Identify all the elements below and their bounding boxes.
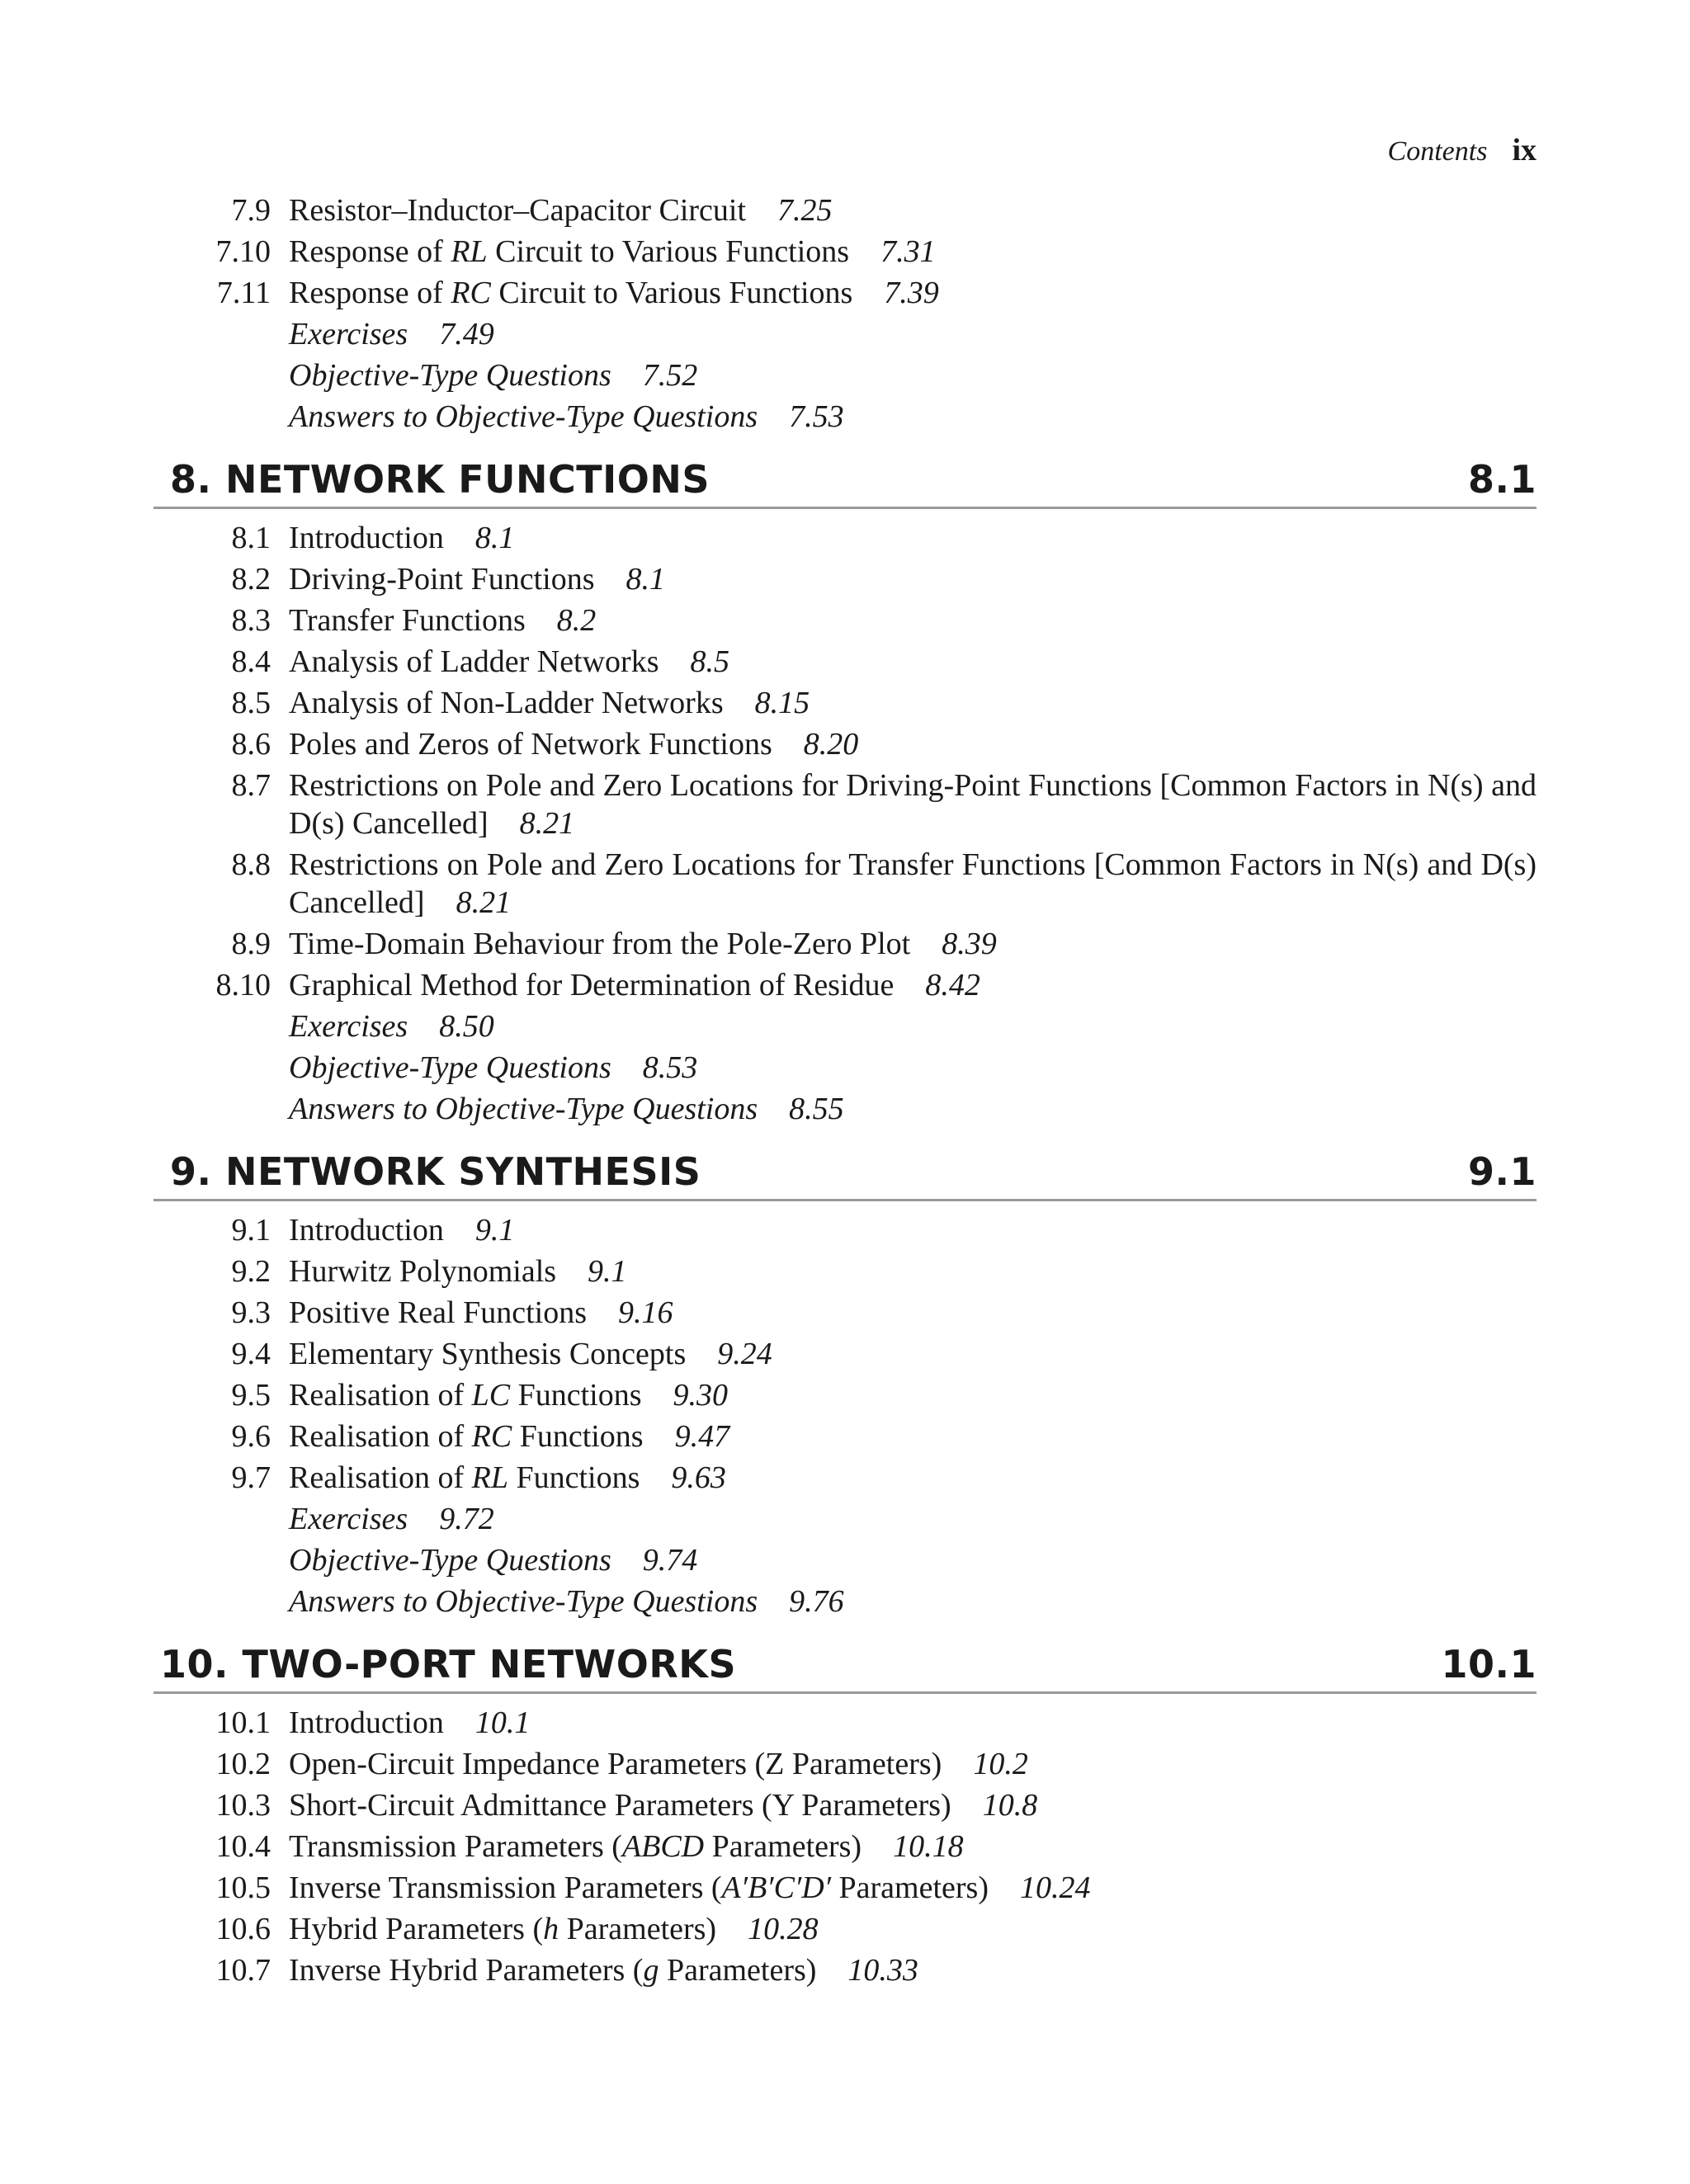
- section-number: 8.7: [231, 768, 271, 803]
- toc-entry[interactable]: [153, 1294, 1537, 1332]
- section-page: 8.1: [625, 562, 666, 597]
- section-page: 7.52: [642, 358, 698, 393]
- toc-entry[interactable]: [153, 1335, 1537, 1373]
- section-page: 10.28: [748, 1912, 819, 1946]
- section-page: 8.2: [556, 603, 597, 638]
- section-title: Answers to Objective-Type Questions 7.53: [289, 399, 844, 434]
- page-number: ix: [1512, 133, 1537, 167]
- toc-entry[interactable]: [153, 643, 1537, 681]
- section-number: 9.4: [231, 1337, 271, 1371]
- section-title: Inverse Transmission Parameters (A′B′C′D′ Parameters) 10.24: [289, 1870, 1091, 1905]
- section-page: 9.76: [789, 1584, 844, 1619]
- section-page: 8.39: [942, 927, 997, 961]
- section-number: 8.3: [231, 603, 271, 638]
- section-page: 10.8: [982, 1788, 1038, 1823]
- toc-entry-objective-questions[interactable]: [153, 356, 1537, 394]
- toc-entry[interactable]: [153, 1951, 1537, 1989]
- section-title: Hurwitz Polynomials 9.1: [289, 1254, 627, 1289]
- section-title: Realisation of RL Functions 9.63: [289, 1460, 726, 1495]
- section-number: 9.2: [231, 1254, 271, 1289]
- section-page: 9.47: [674, 1419, 730, 1454]
- section-title: Open-Circuit Impedance Parameters (Z Parameters) 10.2: [289, 1747, 1028, 1781]
- section-title: Exercises 9.72: [289, 1502, 494, 1536]
- toc-entry[interactable]: [153, 274, 1537, 312]
- toc-entry[interactable]: [153, 1869, 1537, 1907]
- toc-entry[interactable]: [153, 560, 1537, 598]
- section-page: 9.1: [588, 1254, 627, 1289]
- section-title: Realisation of RC Functions 9.47: [289, 1419, 730, 1454]
- section-number: 7.11: [216, 276, 271, 310]
- section-title: Realisation of LC Functions 9.30: [289, 1378, 729, 1413]
- section-title: Elementary Synthesis Concepts 9.24: [289, 1337, 772, 1371]
- section-number: 7.10: [215, 234, 271, 269]
- section-page: 10.24: [1019, 1870, 1091, 1905]
- section-title: Answers to Objective-Type Questions 9.76: [289, 1584, 844, 1619]
- section-page: 9.63: [671, 1460, 726, 1495]
- chapter-heading-8[interactable]: [153, 457, 1537, 509]
- chapter-heading-9[interactable]: [153, 1149, 1537, 1201]
- toc-entry[interactable]: [153, 684, 1537, 722]
- section-title: Introduction 8.1: [289, 521, 515, 555]
- section-page: 10.18: [893, 1829, 964, 1864]
- section-number: 10.4: [215, 1829, 271, 1864]
- toc-entry[interactable]: [153, 1704, 1537, 1742]
- section-number: 8.4: [231, 644, 271, 679]
- toc-entry[interactable]: [153, 1252, 1537, 1290]
- section-title: Answers to Objective-Type Questions 8.55: [289, 1092, 844, 1126]
- section-title: Objective-Type Questions 8.53: [289, 1050, 698, 1085]
- chapter-heading-10[interactable]: [153, 1642, 1537, 1694]
- section-page: 7.49: [439, 317, 494, 351]
- toc-entry-exercises[interactable]: [153, 1007, 1537, 1045]
- chapter-title: 8. NETWORK FUNCTIONS: [170, 457, 710, 502]
- section-page: 8.55: [789, 1092, 844, 1126]
- section-page: 9.1: [474, 1213, 515, 1248]
- section-page: 10.1: [474, 1705, 531, 1740]
- section-title: Short-Circuit Admittance Parameters (Y Parameters) 10.8: [289, 1788, 1038, 1823]
- toc-entry[interactable]: [153, 1786, 1537, 1824]
- section-page: 7.39: [884, 276, 939, 310]
- section-page: 8.21: [456, 885, 512, 920]
- section-title: Introduction 10.1: [289, 1705, 531, 1740]
- chapter-page: 9.1: [1468, 1149, 1537, 1194]
- toc-entry[interactable]: [153, 767, 1537, 842]
- toc-entry[interactable]: [153, 601, 1537, 639]
- section-title: Analysis of Non-Ladder Networks 8.15: [289, 686, 810, 720]
- section-title: Objective-Type Questions 7.52: [289, 358, 698, 393]
- section-title: Graphical Method for Determination of Residue 8.42: [289, 968, 980, 1002]
- running-header-label: Contents: [1387, 136, 1488, 167]
- section-number: 9.3: [231, 1295, 271, 1330]
- toc-entry[interactable]: [153, 966, 1537, 1004]
- toc-entry-answers[interactable]: [153, 1583, 1537, 1620]
- running-header: [1388, 132, 1537, 168]
- section-title: Inverse Hybrid Parameters (g Parameters) 10.33: [289, 1953, 918, 1988]
- chapter-page: 10.1: [1441, 1642, 1537, 1686]
- chapter-page: 8.1: [1468, 457, 1537, 502]
- section-title: Restrictions on Pole and Zero Locations for Driving-Point Functions [Common Factors in N(s) and D(s) Cancelled] 8.21: [289, 768, 1537, 841]
- section-number: 8.1: [231, 521, 271, 555]
- section-title: Introduction 9.1: [289, 1213, 515, 1248]
- section-number: 7.9: [231, 193, 271, 228]
- section-number: 9.6: [231, 1419, 271, 1454]
- toc-entry[interactable]: [153, 519, 1537, 557]
- toc-entry[interactable]: [153, 1211, 1537, 1249]
- section-number: 10.3: [215, 1788, 271, 1823]
- section-page: 9.74: [642, 1543, 698, 1578]
- chapter-title: 9. NETWORK SYNTHESIS: [170, 1149, 701, 1194]
- section-number: 10.5: [215, 1870, 271, 1905]
- section-number: 9.1: [231, 1213, 271, 1248]
- section-number: 9.5: [231, 1378, 271, 1413]
- toc-entry[interactable]: [153, 191, 1537, 229]
- section-title: Time-Domain Behaviour from the Pole-Zero Plot 8.39: [289, 927, 997, 961]
- section-number: 8.9: [231, 927, 271, 961]
- section-title: Resistor–Inductor–Capacitor Circuit 7.25: [289, 193, 833, 228]
- section-number: 8.2: [231, 562, 271, 597]
- section-page: 10.33: [847, 1953, 918, 1988]
- section-title: Response of RL Circuit to Various Functions 7.31: [289, 234, 936, 269]
- toc-entry[interactable]: [153, 1417, 1537, 1455]
- toc-entry-answers[interactable]: [153, 398, 1537, 436]
- section-page: 7.25: [777, 193, 833, 228]
- section-page: 8.42: [925, 968, 980, 1002]
- toc-entry-objective-questions[interactable]: [153, 1049, 1537, 1087]
- section-number: 10.6: [215, 1912, 271, 1946]
- section-number: 10.1: [215, 1705, 271, 1740]
- section-page: 8.21: [519, 806, 575, 841]
- toc-entry-answers[interactable]: [153, 1090, 1537, 1128]
- section-number: 10.2: [215, 1747, 271, 1781]
- section-title: Poles and Zeros of Network Functions 8.20: [289, 727, 859, 762]
- section-title: Driving-Point Functions 8.1: [289, 562, 666, 597]
- section-page: 9.72: [439, 1502, 494, 1536]
- section-page: 9.30: [673, 1378, 729, 1413]
- toc-entry[interactable]: [153, 846, 1537, 922]
- toc-entry-exercises[interactable]: [153, 1500, 1537, 1538]
- section-page: 9.24: [717, 1337, 772, 1371]
- chapter-title: 10. TWO-PORT NETWORKS: [160, 1642, 737, 1686]
- toc-entry[interactable]: [153, 925, 1537, 963]
- section-title: Exercises 8.50: [289, 1009, 494, 1044]
- section-number: 10.7: [215, 1953, 271, 1988]
- section-page: 8.15: [754, 686, 810, 720]
- section-number: 8.10: [215, 968, 271, 1002]
- section-title: Hybrid Parameters (h Parameters) 10.28: [289, 1912, 819, 1946]
- section-page: 8.20: [803, 727, 859, 762]
- toc-entry-exercises[interactable]: [153, 315, 1537, 353]
- section-number: 8.6: [231, 727, 271, 762]
- section-title: Transfer Functions 8.2: [289, 603, 597, 638]
- toc-entry[interactable]: [153, 1910, 1537, 1948]
- section-page: 9.16: [618, 1295, 673, 1330]
- section-page: 8.53: [642, 1050, 698, 1085]
- section-number: 8.8: [231, 847, 271, 882]
- toc-entry[interactable]: [153, 233, 1537, 271]
- section-title: Response of RC Circuit to Various Functions 7.39: [289, 276, 939, 310]
- section-number: 8.5: [231, 686, 271, 720]
- toc-entry[interactable]: [153, 1376, 1537, 1414]
- section-page: 8.1: [474, 521, 515, 555]
- toc-entry[interactable]: [153, 725, 1537, 763]
- section-page: 7.31: [880, 234, 936, 269]
- toc-entry[interactable]: [153, 1828, 1537, 1866]
- section-page: 8.5: [690, 644, 730, 679]
- section-page: 8.50: [439, 1009, 494, 1044]
- section-page: 7.53: [789, 399, 844, 434]
- section-title: Transmission Parameters (ABCD Parameters) 10.18: [289, 1829, 964, 1864]
- section-page: 10.2: [973, 1747, 1028, 1781]
- section-title: Positive Real Functions 9.16: [289, 1295, 673, 1330]
- section-title: Restrictions on Pole and Zero Locations for Transfer Functions [Common Factors in N(s) and D(s) Cancelled] 8.21: [289, 847, 1537, 920]
- section-number: 9.7: [231, 1460, 271, 1495]
- toc-entry[interactable]: [153, 1745, 1537, 1783]
- section-title: Exercises 7.49: [289, 317, 494, 351]
- section-title: Objective-Type Questions 9.74: [289, 1543, 698, 1578]
- toc-entry-objective-questions[interactable]: [153, 1541, 1537, 1579]
- section-title: Analysis of Ladder Networks 8.5: [289, 644, 730, 679]
- table-of-contents: [153, 191, 1537, 1993]
- toc-entry[interactable]: [153, 1459, 1537, 1497]
